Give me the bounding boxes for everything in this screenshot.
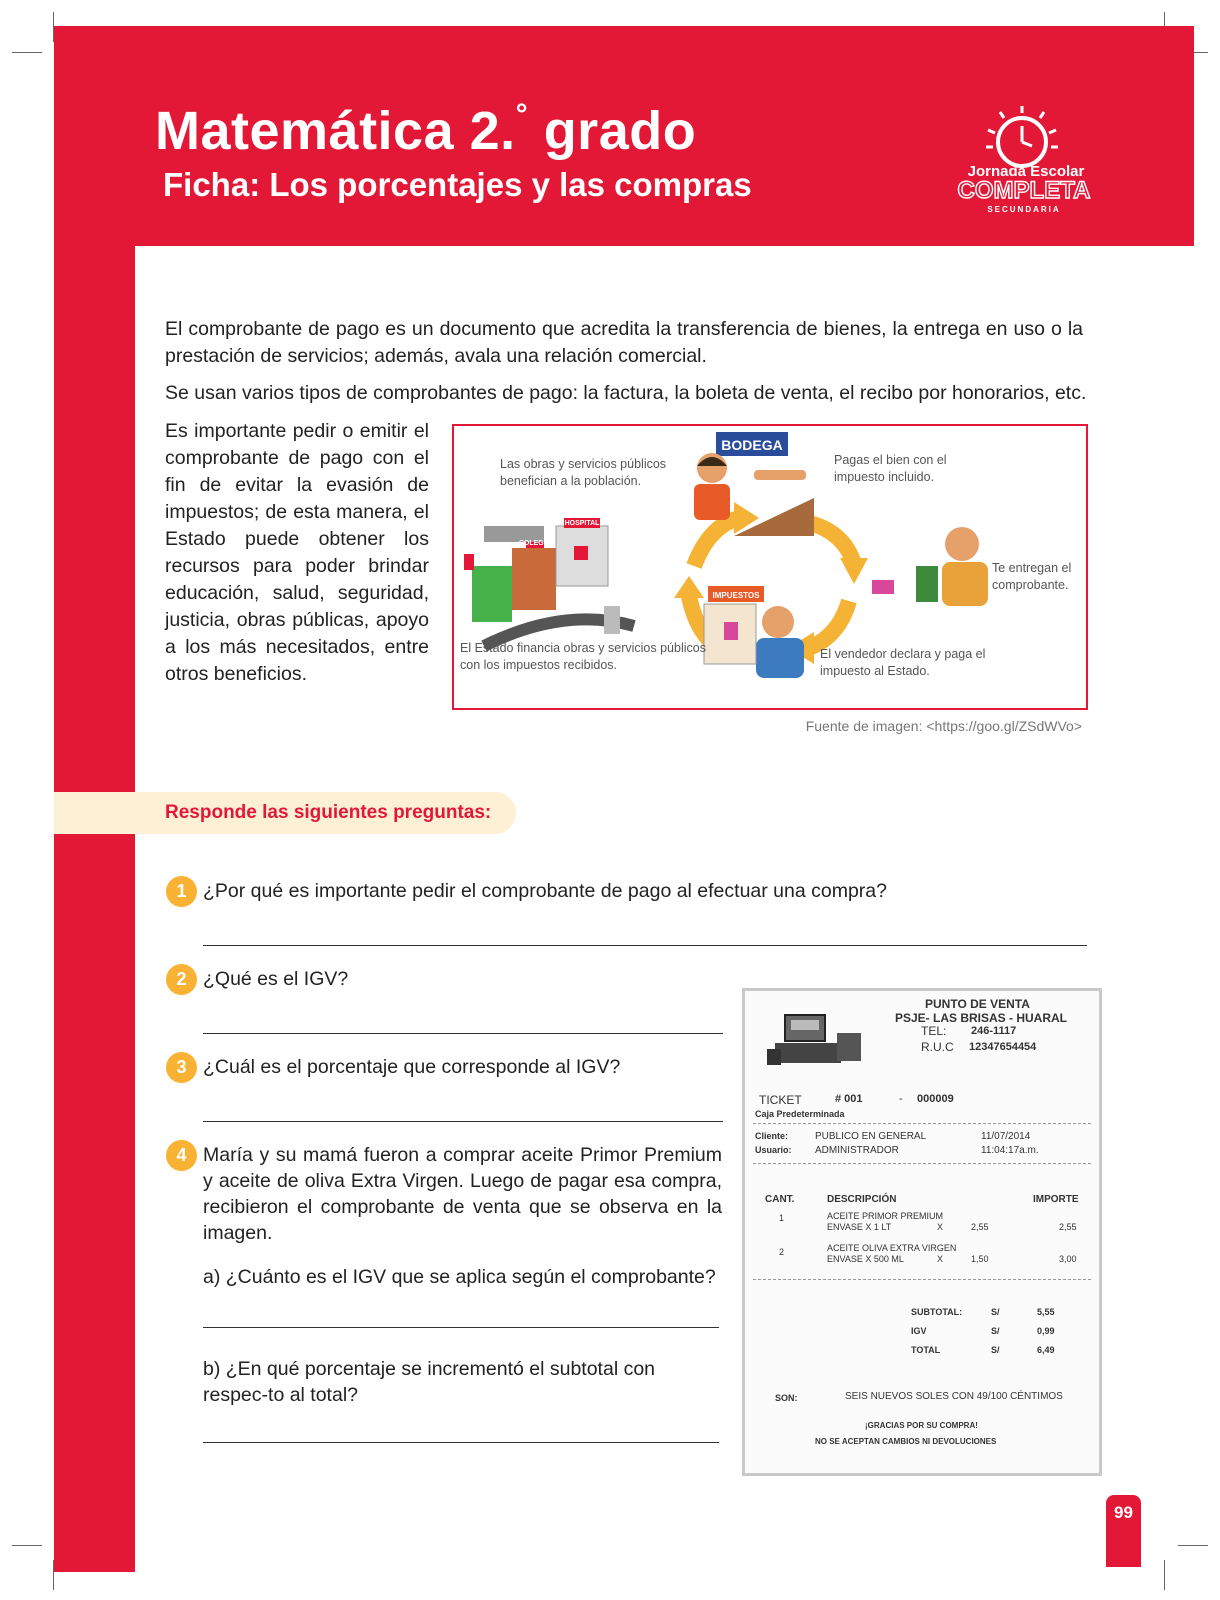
question-1-text: ¿Por qué es importante pedir el comprobante de pago al efectuar una compra? bbox=[203, 880, 887, 902]
caption-pagas: Pagas el bien con el impuesto incluido. bbox=[834, 453, 947, 484]
igv-value: 0,99 bbox=[1037, 1326, 1055, 1336]
son-value: SEIS NUEVOS SOLES CON 49/100 CÉNTIMOS bbox=[845, 1391, 1063, 1402]
bodega-label: BODEGA bbox=[721, 437, 783, 453]
answer-line-2[interactable] bbox=[203, 1033, 723, 1034]
question-4-text: María y su mamá fueron a comprar aceite Primor Premium y aceite de oliva Extra Virgen. Luego de pagar esa compra, recibieron el comprobante de venta que se observa en la imagen. bbox=[203, 1144, 722, 1244]
officer-body bbox=[756, 638, 804, 678]
ticket-time: 11:04:17a.m. bbox=[981, 1145, 1039, 1156]
ticket-label: TICKET bbox=[759, 1093, 802, 1107]
sales-receipt bbox=[742, 988, 1102, 1476]
thanks-message: ¡GRACIAS POR SU COMPRA! bbox=[865, 1421, 978, 1430]
colegio-label: COLEGIO bbox=[518, 540, 552, 547]
col-cant: CANT. bbox=[765, 1194, 795, 1205]
image-source: Fuente de imagen: <https://goo.gl/ZSdWVo> bbox=[805, 718, 1082, 734]
subquestion-b: b) ¿En qué porcentaje se incrementó el subtotal con respec-to al total? bbox=[203, 1358, 656, 1406]
caption-estado: El Estado financia obras y servicios públicos con los impuestos recibidos. bbox=[460, 641, 706, 672]
ticket-divider bbox=[753, 1123, 1091, 1124]
vendor-head bbox=[945, 527, 979, 561]
cliente-value: PUBLICO EN GENERAL bbox=[815, 1131, 927, 1142]
caja-label: Caja Predeterminada bbox=[755, 1109, 845, 1119]
caption-vendedor: El vendedor declara y paga el impuesto al Estado. bbox=[820, 647, 986, 678]
item-cant: 1 bbox=[779, 1213, 785, 1223]
crop-mark bbox=[1178, 1545, 1208, 1546]
cliente-label: Cliente: bbox=[755, 1131, 789, 1141]
intro-paragraph-1: El comprobante de pago es un documento que acredita la transferencia de bienes, la entrega en uso o la prestación de servicios; además, avala una relación comercial. bbox=[165, 318, 1083, 367]
customer-arm bbox=[754, 470, 806, 480]
item-importe: 2,55 bbox=[1059, 1222, 1077, 1232]
crop-mark bbox=[12, 1545, 42, 1546]
question-number-2: 2 bbox=[166, 964, 197, 995]
ticket-dash: - bbox=[899, 1093, 903, 1105]
money-note bbox=[724, 622, 738, 640]
store-name: PUNTO DE VENTA bbox=[925, 997, 1030, 1011]
item-x: X bbox=[937, 1254, 944, 1264]
caption-entregan: Te entregan el comprobante. bbox=[992, 561, 1072, 592]
subtotal-value: 5,55 bbox=[1037, 1307, 1055, 1317]
item-cant: 2 bbox=[779, 1247, 785, 1257]
caption-obras: Las obras y servicios públicos benefician a la población. bbox=[500, 457, 667, 488]
clock-icon bbox=[986, 106, 1058, 166]
intro-paragraph-3: Es importante pedir o emitir el comprobante de pago con el fin de evitar la evasión de impuestos; de esta manera, el Estado puede obtener los recursos para poder brindar educación, salud, seguridad, justicia, obras públicas, apoyo a los más necesitados, entre otros beneficios. bbox=[165, 420, 429, 685]
logo-line2: COMPLETA bbox=[957, 177, 1091, 204]
usuario-label: Usuario: bbox=[755, 1145, 792, 1155]
answer-line-3[interactable] bbox=[203, 1121, 723, 1122]
questions-section-label bbox=[54, 792, 516, 834]
item-importe: 3,00 bbox=[1059, 1254, 1077, 1264]
subtotal-label: SUBTOTAL: bbox=[911, 1307, 963, 1317]
answer-line-4a[interactable] bbox=[203, 1327, 719, 1328]
total-value: 6,49 bbox=[1037, 1345, 1055, 1355]
ruc-label: R.U.C bbox=[921, 1040, 954, 1054]
subtotal-currency: S/ bbox=[991, 1307, 1000, 1317]
crop-mark bbox=[1164, 1560, 1165, 1590]
ticket-number: 000009 bbox=[917, 1093, 954, 1105]
receipt-hand bbox=[872, 580, 894, 594]
officer-head bbox=[762, 606, 794, 638]
question-number-3: 3 bbox=[166, 1052, 197, 1083]
usuario-value: ADMINISTRADOR bbox=[815, 1145, 899, 1156]
item-price: 1,50 bbox=[971, 1254, 989, 1264]
left-band bbox=[54, 246, 135, 1572]
answer-line-1[interactable] bbox=[203, 945, 1087, 946]
answer-line-4b[interactable] bbox=[203, 1442, 719, 1443]
vendor-bottles bbox=[916, 566, 938, 602]
cash-register-icon bbox=[767, 1009, 867, 1073]
store-address: PSJE- LAS BRISAS - HUARAL bbox=[895, 1011, 1068, 1025]
igv-label: IGV bbox=[911, 1326, 927, 1336]
impuestos-label: IMPUESTOS bbox=[712, 591, 760, 600]
title-main: Matemática 2. bbox=[155, 101, 516, 161]
ticket-divider bbox=[753, 1279, 1091, 1280]
total-label: TOTAL bbox=[911, 1345, 941, 1355]
ticket-series: # 001 bbox=[835, 1093, 863, 1105]
item-desc-line1: ACEITE OLIVA EXTRA VIRGEN bbox=[827, 1243, 957, 1253]
item-desc-line2: ENVASE X 500 ML bbox=[827, 1254, 904, 1264]
item-price: 2,55 bbox=[971, 1222, 989, 1232]
item-desc-line2: ENVASE X 1 LT bbox=[827, 1222, 892, 1232]
vendor-body bbox=[942, 562, 988, 606]
logo-line1: Jornada Escolar bbox=[967, 163, 1085, 180]
col-importe: IMPORTE bbox=[1033, 1194, 1079, 1205]
crop-mark bbox=[12, 52, 42, 53]
page-subtitle: Ficha: Los porcentajes y las compras bbox=[163, 166, 752, 203]
shopkeeper-body bbox=[694, 484, 730, 520]
question-number-4: 4 bbox=[166, 1140, 197, 1171]
tel-value: 246-1117 bbox=[971, 1025, 1017, 1037]
ruc-value: 12347654454 bbox=[969, 1041, 1037, 1053]
ticket-date: 11/07/2014 bbox=[981, 1131, 1031, 1142]
page-title bbox=[155, 100, 696, 162]
title-tail: grado bbox=[543, 101, 697, 161]
tax-cycle-illustration bbox=[452, 424, 1088, 710]
logo-line3: SECUNDARIA bbox=[987, 205, 1061, 214]
question-2-text: ¿Qué es el IGV? bbox=[203, 968, 349, 990]
item-x: X bbox=[937, 1222, 944, 1232]
ticket-divider bbox=[753, 1163, 1091, 1164]
questions-heading: Responde las siguientes preguntas: bbox=[165, 802, 492, 823]
title-degree: ° bbox=[515, 98, 529, 131]
son-label: SON: bbox=[775, 1393, 798, 1403]
policy-message: NO SE ACEPTAN CAMBIOS NI DEVOLUCIONES bbox=[815, 1437, 997, 1446]
item-desc-line1: ACEITE PRIMOR PREMIUM bbox=[827, 1211, 944, 1221]
total-currency: S/ bbox=[991, 1345, 1000, 1355]
tel-label: TEL: bbox=[921, 1024, 947, 1038]
page-number-tab bbox=[1106, 1495, 1141, 1567]
question-3-text: ¿Cuál es el porcentaje que corresponde al IGV? bbox=[203, 1056, 621, 1078]
question-number-1: 1 bbox=[166, 876, 197, 907]
col-desc: DESCRIPCIÓN bbox=[827, 1194, 897, 1205]
igv-currency: S/ bbox=[991, 1326, 1000, 1336]
city-buildings bbox=[464, 518, 634, 646]
subquestion-a: a) ¿Cuánto es el IGV que se aplica según el comprobante? bbox=[203, 1266, 716, 1288]
jornada-escolar-logo bbox=[944, 102, 1104, 220]
intro-paragraph-2: Se usan varios tipos de comprobantes de pago: la factura, la boleta de venta, el recibo por honorarios, etc. bbox=[165, 382, 1087, 404]
page-number: 99 bbox=[1114, 1503, 1133, 1522]
hospital-label: HOSPITAL bbox=[564, 520, 600, 527]
